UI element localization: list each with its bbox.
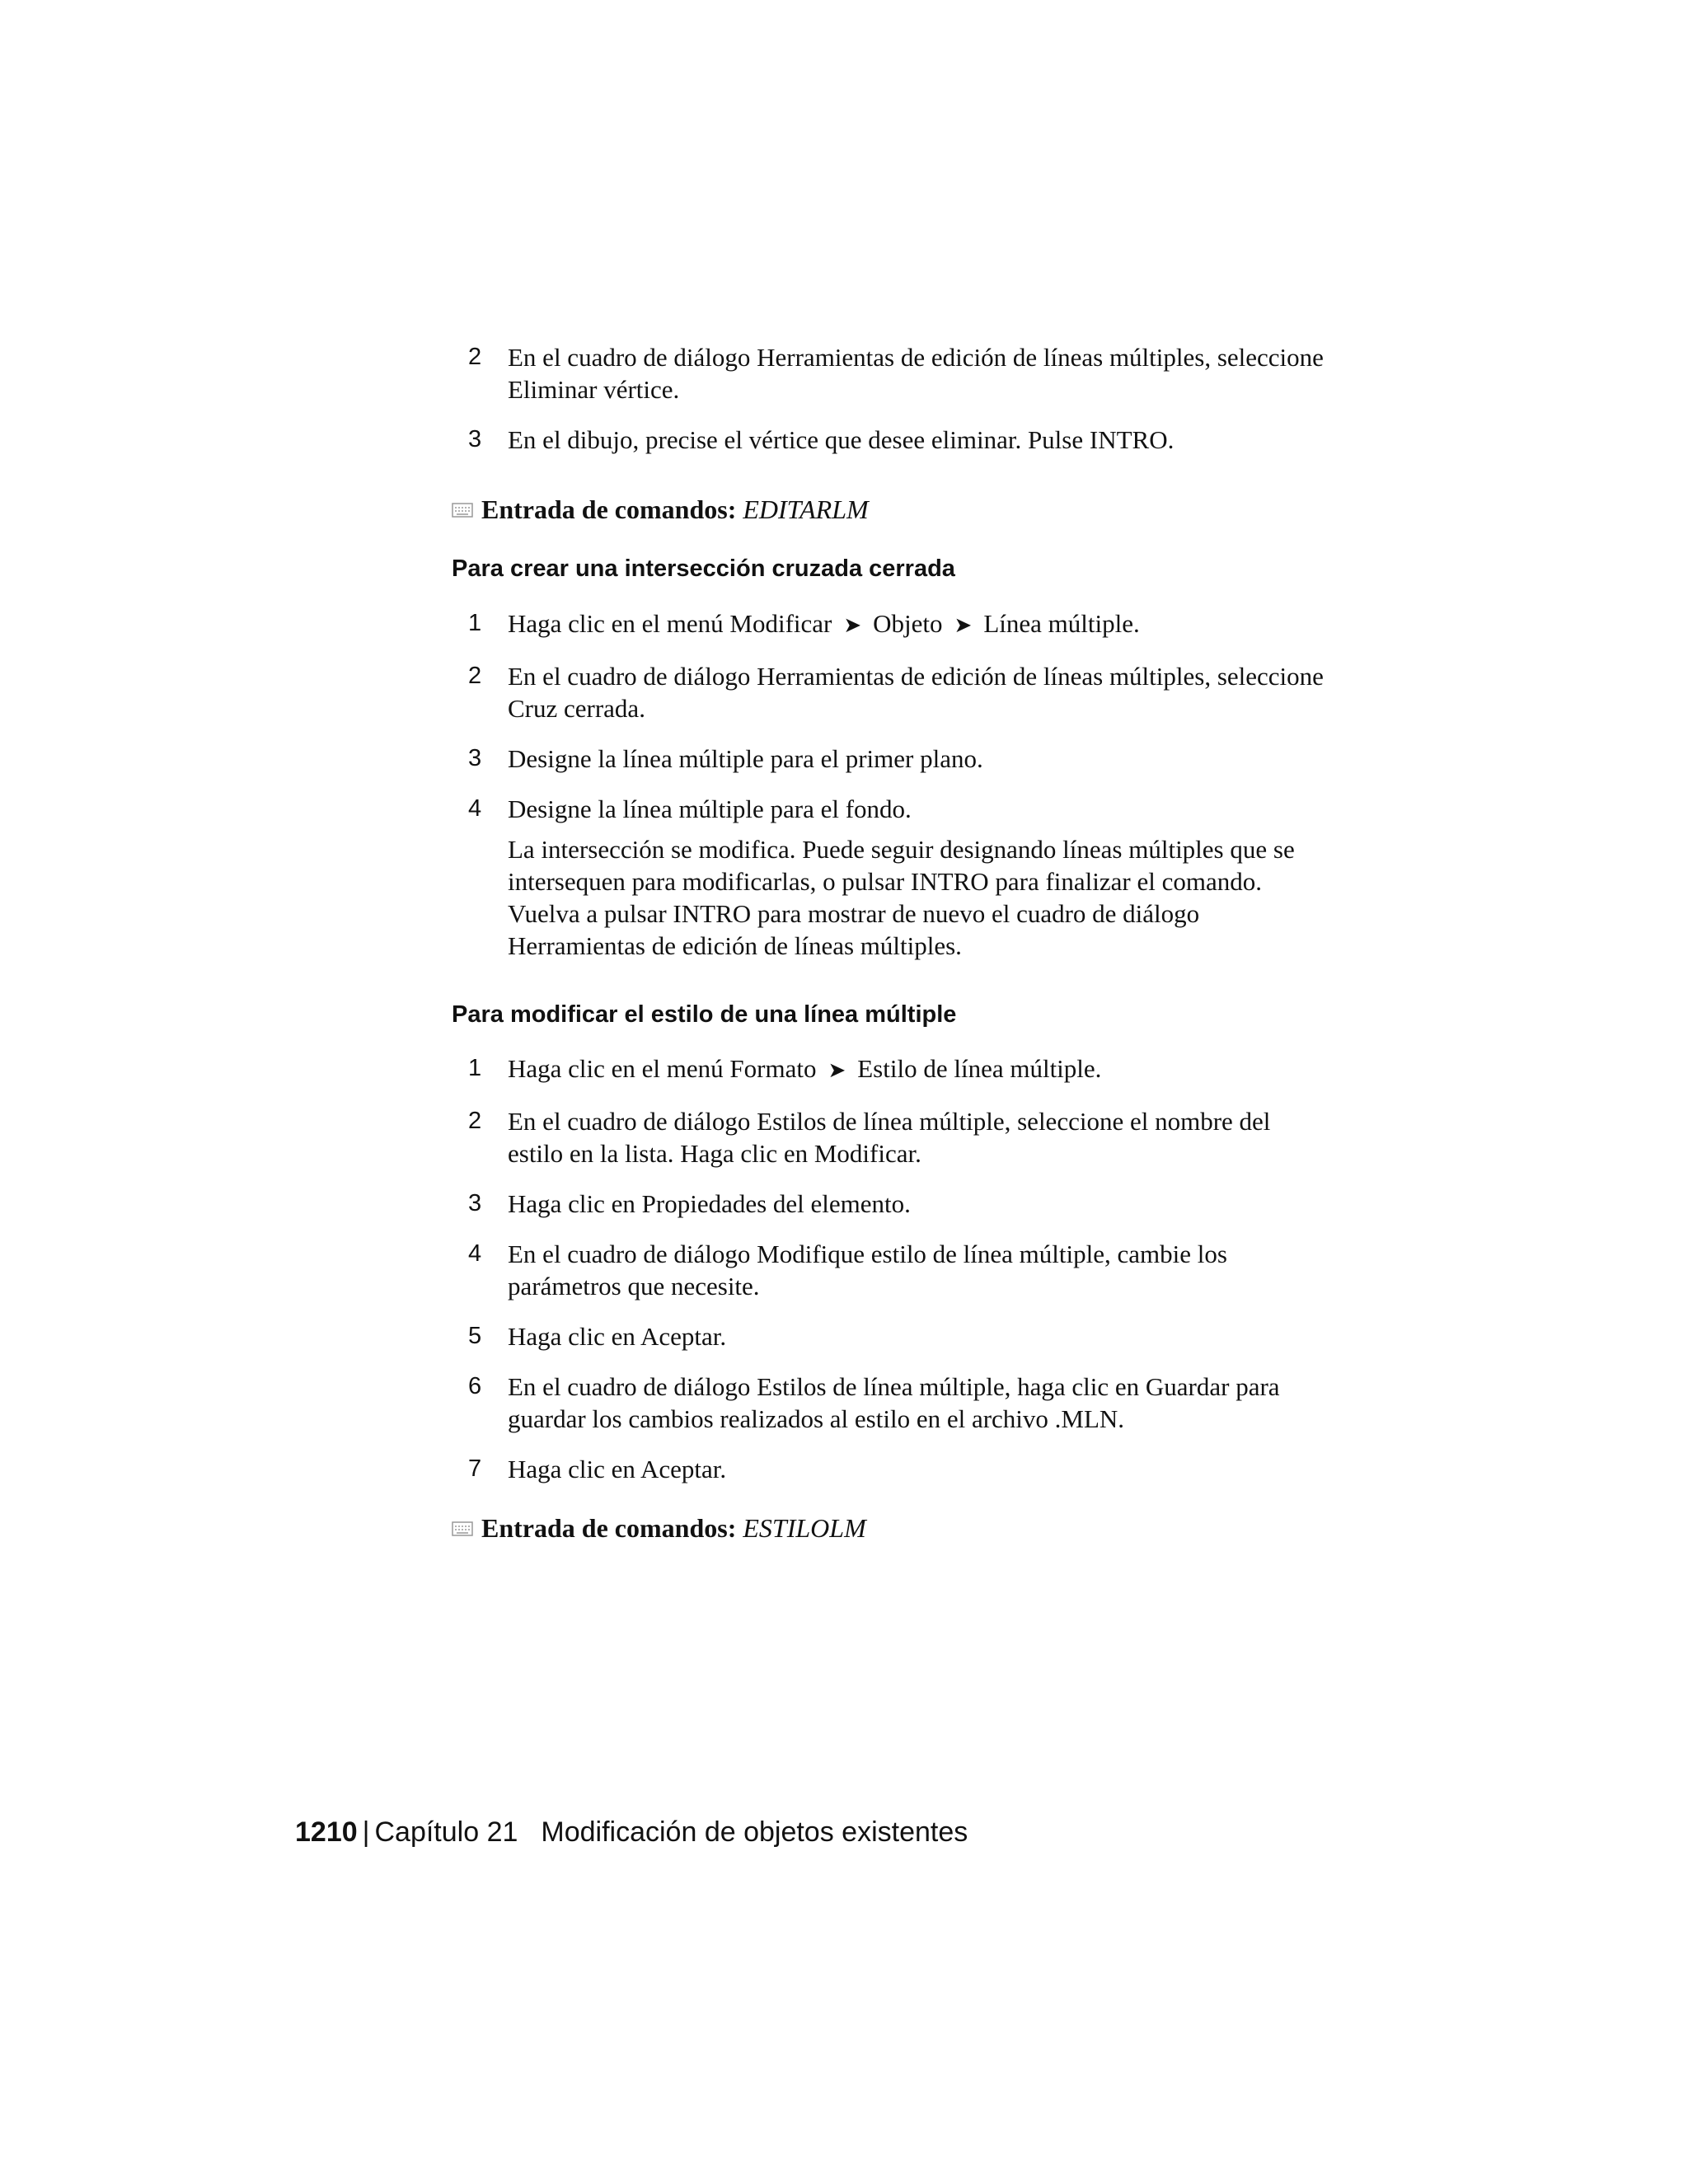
list-item <box>452 743 1325 775</box>
command-entry <box>452 1513 866 1544</box>
step-number: 2 <box>468 663 482 689</box>
step-number: 3 <box>468 745 482 771</box>
section-heading: Para modificar el estilo de una línea múltiple <box>452 1001 957 1028</box>
section-heading: Para crear una intersección cruzada cerrada <box>452 555 955 582</box>
menu-arrow-icon: ➤ <box>954 613 973 638</box>
step-number: 5 <box>468 1323 482 1349</box>
chapter-title: Modificación de objetos existentes <box>541 1816 968 1848</box>
list-item <box>452 424 1325 456</box>
chapter-label: Capítulo 21 <box>374 1816 518 1848</box>
list-item <box>452 1105 1325 1169</box>
step-text: En el cuadro de diálogo Estilos de línea múltiple, seleccione el nombre del estilo en la lista. Haga clic en Modificar. <box>508 1107 1271 1168</box>
command-value: ESTILOLM <box>743 1513 866 1543</box>
footer-separator: | <box>362 1816 370 1848</box>
command-label: Entrada de comandos: <box>481 1513 737 1543</box>
step-text: Objeto <box>873 609 943 638</box>
command-label: Entrada de comandos: <box>481 494 737 524</box>
step-text: Haga clic en el menú Modificar <box>508 609 832 638</box>
step-text: Haga clic en Propiedades del elemento. <box>508 1189 911 1218</box>
steps-list-top <box>452 341 1325 474</box>
step-number: 1 <box>468 1055 482 1081</box>
list-item <box>452 1188 1325 1220</box>
step-number: 2 <box>468 1108 482 1134</box>
list-item <box>452 1052 1325 1087</box>
step-text: En el cuadro de diálogo Herramientas de edición de líneas múltiples, seleccione Cruz cerrada. <box>508 662 1324 723</box>
step-text: Estilo de línea múltiple. <box>857 1054 1102 1083</box>
step-text: Haga clic en Aceptar. <box>508 1322 727 1351</box>
step-text: Haga clic en Aceptar. <box>508 1455 727 1483</box>
step-text: En el dibujo, precise el vértice que desee eliminar. Pulse INTRO. <box>508 425 1175 454</box>
command-value: EDITARLM <box>743 494 869 524</box>
menu-arrow-icon: ➤ <box>828 1058 846 1083</box>
step-number: 3 <box>468 426 482 452</box>
step-number: 2 <box>468 344 482 370</box>
step-number: 7 <box>468 1455 482 1482</box>
step-text: En el cuadro de diálogo Modifique estilo de línea múltiple, cambie los parámetros que necesite. <box>508 1240 1227 1301</box>
page-number: 1210 <box>295 1816 358 1848</box>
steps-list-estilo <box>452 1052 1325 1503</box>
list-item <box>452 1320 1325 1352</box>
step-text: En el cuadro de diálogo Estilos de línea múltiple, haga clic en Guardar para guardar los cambios realizados al estilo en el archivo .MLN. <box>508 1372 1280 1433</box>
step-text: En el cuadro de diálogo Herramientas de edición de líneas múltiples, seleccione Eliminar vértice. <box>508 343 1324 404</box>
list-item <box>452 660 1325 724</box>
step-number: 6 <box>468 1373 482 1399</box>
page-footer <box>295 1816 968 1849</box>
step-number: 4 <box>468 795 482 822</box>
command-entry <box>452 494 869 525</box>
step-number: 3 <box>468 1190 482 1216</box>
step-text: Haga clic en el menú Formato <box>508 1054 817 1083</box>
step-number: 4 <box>468 1240 482 1267</box>
step-text: Designe la línea múltiple para el fondo. <box>508 794 912 823</box>
step-note: La intersección se modifica. Puede seguir designando líneas múltiples que se intersequen para modificarlas, o pulsar INTRO para finalizar el comando. Vuelva a pulsar INTRO para mostrar de nuevo el cuadro de diálogo Herramientas de edición de líneas múltiples. <box>508 835 1295 960</box>
list-item <box>452 793 1325 962</box>
menu-arrow-icon: ➤ <box>843 613 862 638</box>
steps-list-cruz <box>452 607 1325 980</box>
keyboard-icon <box>452 1521 473 1536</box>
list-item <box>452 607 1325 642</box>
step-text: Designe la línea múltiple para el primer plano. <box>508 744 983 773</box>
list-item <box>452 1371 1325 1435</box>
list-item <box>452 1453 1325 1485</box>
list-item <box>452 341 1325 405</box>
step-text: Línea múltiple. <box>983 609 1140 638</box>
list-item <box>452 1238 1325 1302</box>
step-number: 1 <box>468 610 482 636</box>
keyboard-icon <box>452 503 473 518</box>
